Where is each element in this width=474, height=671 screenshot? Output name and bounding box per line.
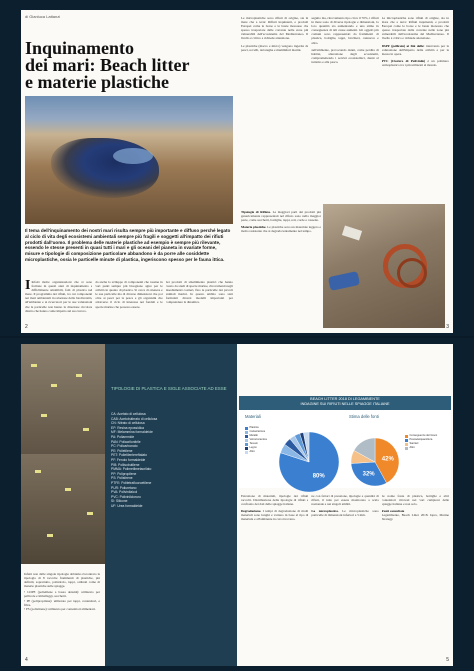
page-5 — [237, 344, 453, 666]
materials-chart — [241, 412, 345, 498]
title-line-3: e materie plastiche — [25, 72, 169, 92]
plastic-type-item: PMMA: Polimetilmetacrilato — [111, 467, 152, 472]
body-column-3: dei prodotti di smaltimento plastici che hanno creato da studi di specie marine, ritrovamenti negli insediamenti costieri, fino le particelle dei piccoli animali marini. In questo ambito sono stati formulati diversi modelli importanti per comprendere la dinamica. — [165, 280, 233, 305]
page-number-4: 4 — [25, 657, 28, 663]
legambiente-infobox — [239, 396, 451, 488]
plastic-type-item: PS: Polistirene — [111, 476, 133, 481]
legend-swatch — [245, 427, 248, 430]
legend-entry — [245, 450, 267, 454]
plastic-debris — [51, 138, 159, 198]
plastic-type-item: PIB: Poliisobutilene — [111, 462, 140, 467]
plastic-type-item: CAB: Acetobutirrato di cellulosa — [111, 416, 158, 421]
body-columns-p5 — [241, 494, 449, 654]
p3-column-3: Le microplastiche sono rifiuti di origine, sia in mare che a terra: Rifiuti inquinanti, e prodotti Europei come le borse e le buste monouso che spesso trasportate dalle corrente nelle zone più vulnerabili dell'ecosistema del Mediterraneo. Il livello è critico e richiede attenzione. DSPF (pellicole) ai fini delle: intervento per la valutazione dell'impatto delle attività e per la messa in opera. PVC (Cloruro di Polivinile) è un polimero termoplastico tra i più utilizzati al mondo. — [381, 16, 449, 67]
plastic-type-item: UF: Urea formaldeide — [111, 503, 143, 508]
sorted-litter-photo-2 — [21, 454, 105, 564]
sorted-litter-photo-1 — [21, 344, 105, 454]
legend-label: Conseguenze del Gioco — [409, 434, 438, 437]
white-plastic-piece — [342, 225, 362, 240]
legend-label: Sanitari — [409, 442, 419, 445]
legend-label: Tessuti — [249, 442, 258, 445]
page-number-5: 5 — [446, 657, 449, 663]
plastic-type-item: EP: Resina epossidica — [111, 425, 144, 430]
legend-swatch — [405, 435, 408, 438]
sources-chart — [345, 412, 449, 498]
plastic-type-item: MF: Melammina formaldeide — [111, 430, 153, 435]
plastic-type-item: PC: Policarbonato — [111, 444, 138, 449]
plastic-type-item: CN: Nitrato di cellulosa — [111, 421, 145, 426]
page-number-left: 2 — [25, 324, 28, 330]
p5-column-1: Estrazione di materiali, tipologie dei rifiuti raccolti. Distribuzione delle tipologie di rifiuti e confronto dei dati delle spiagge italiane. Degradazione. I tempi di degradazione di molti materiali sono lunghi e variano in base al tipo di materiale e all'ambiente in cui si trovano. — [241, 494, 309, 522]
sources-legend — [405, 434, 437, 450]
legend-label: Carta/cartone — [249, 430, 266, 433]
p3-column-1: Le microplastiche sono rifiuti di origine, sia in mare che a terra: Rifiuti inquinanti, e prodotti Europei come le borse e le buste monouso che spesso trasportate dalle corrente nelle zone più vulnerabili dell'ecosistema del Mediterraneo. Il livello è critico e richiede attenzione. Le plastiche (macro e micro) vengono ingerite da pesci, uccelli, tartarughe e mammiferi marini. — [241, 16, 309, 52]
legend-label: Altro — [409, 446, 415, 449]
pie-data-label: 42% — [381, 456, 394, 463]
page-4 — [21, 344, 237, 666]
materials-chart-title: Materiali — [245, 414, 261, 419]
legend-swatch — [245, 451, 248, 454]
lead-paragraph: Il tema dell'inquinamento dei nostri mari risulta sempre più importante e diffuso perché legato al ciclo di vita degli ecosistemi ambientali sempre più fragili e soggetti all'impatto dei rifiuti prodotti dall'uomo. Il problema delle materie plastiche ad esempio è sempre più rilevante, essendo le stesse presenti in quasi tutti i mari e gli oceani del pianeta in svariate forme, misure e tipologie di composizione particolare abbandono è da porre alle cosiddette microplastiche, ossia le particelle minute di plastica, ingeriscono spesso per le fauna ittica. — [25, 228, 231, 262]
legend-swatch — [405, 439, 408, 442]
page-number-right: 3 — [446, 324, 449, 330]
legend-label: Legno — [249, 446, 257, 449]
infobox-title: BEACH LITTER 2018 DI LEGAMBIENTE INDAGINE SUI RIFIUTI NELLE SPIAGGE ITALIANE — [300, 397, 390, 406]
author-byline: di Gianluca Lattanzi — [25, 14, 61, 19]
label-tag — [87, 512, 93, 515]
label-tag — [51, 384, 57, 387]
plastic-type-item: PF: Fenolo formaldeide — [111, 457, 146, 462]
legend-swatch — [245, 431, 248, 434]
legend-swatch — [405, 447, 408, 450]
label-tag — [76, 374, 82, 377]
blue-plastic-piece — [328, 271, 360, 291]
beach-litter-photo — [25, 96, 233, 224]
p5-column-2: ne con fattori di pressione, tipologie e quantità di rifiuti, il tutto per essere monitorato a scala nazionale e nei singoli ambiti. La microplastica. Le microplastiche sono particelle di dimensioni inferiori a 5 mm. — [311, 494, 379, 518]
legend-label: Pesca/acquacoltura — [409, 438, 433, 441]
p5-column-3: de nome fonte di plastica, bottiglie e altri contenitori ritrovati nei vari campioni delle spiagge italiane e non solo. Fonti consultate Legambiente, Beach Litter 2018. Ispra, Marine Strategy. — [381, 494, 449, 522]
body-columns-p3 — [241, 16, 449, 202]
legend-label: Vetro/ceramica — [249, 438, 267, 441]
legend-label: Plastica — [249, 426, 259, 429]
plastic-types-panel — [105, 344, 237, 666]
label-tag — [35, 470, 41, 473]
body-column-2: da anche lo sviluppo di componenti che tossine in vari punti sempre più bisognano agire per le attività in quanto di plastica. Si cerca di ottenere e le sue particelle ma di diverse dimensioni che poi oltre ai pesci per la pesca e gli organismi che attraverso il ciclo di interesse nei fondali e le specie marine che possono essere. — [95, 280, 163, 309]
body-columns-p2 — [25, 280, 233, 326]
subsection-tipologie: Tipologie di Rifiuto. Le maggiori parti dei prodotti più genericamente rappresentati nel rifiuto sono nella maggior parte, come sacchetti, bottiglie, tappi, reti, corde e cassette. Materie plastiche. Le plastiche sono un materiale leggero e molto resistente che si degrada lentamente nel tempo. — [241, 210, 321, 234]
label-tag — [47, 534, 53, 537]
pie-data-label: 32% — [362, 471, 375, 478]
materials-pie-svg — [241, 412, 345, 498]
plastic-types-title: TIPOLOGIE DI PLASTICA E SIGLE ASSOCIATE AD ESSE — [111, 386, 227, 391]
title-line-1: Inquinamento — [25, 38, 135, 58]
plastic-type-item: CA: Acetato di cellulosa — [111, 412, 146, 416]
label-tag — [31, 364, 37, 367]
legend-label: Metallo — [249, 434, 258, 437]
plastic-type-item: PP: Polipropilene — [111, 471, 137, 476]
label-tag — [65, 488, 71, 491]
legend-swatch — [405, 443, 408, 446]
page-3 — [237, 10, 453, 333]
title-line-2: dei mari: Beach litter — [25, 55, 190, 75]
pie-data-label: 80% — [312, 473, 325, 480]
rope-coil-inner — [397, 258, 427, 288]
legend-label: Altro — [249, 450, 255, 453]
plastic-type-item: SI: Silicone — [111, 499, 128, 504]
legend-entry — [405, 446, 437, 450]
materials-legend — [245, 426, 267, 454]
article-title — [25, 40, 225, 91]
p4-body: Infatti non dalle singole tipologie abbiamo riscontrato la tipologia di 8 raccolte frammenti di plastiche, più definiti, soprattutto, polistirolo, tappi, ordinati come di materie plastiche sulle spiagge. • LDPE (polietilene a bassa densità): utilizzato per pellicole e imballaggi, sacchetti. • PP (polipropilene): utilizzato per tappi, contenitori, e fibre. • PS (polistirene): utilizzato per contenitori alimentari. — [24, 572, 100, 611]
plastic-type-item: PA: Poliammide — [111, 434, 135, 439]
plastic-reflection — [113, 148, 153, 164]
body-column-1: I Infatti molte organizzazioni che si sono formate in questi anni di inquinamento e difficilmente smaltibili, fatti di plastica nel mare. Il programma dei rifiuti, tra cui componenti nei mari ambientali in relazione della biodiversità, all'ambiente e ai ricercatori per le sue valutazioni che le particelle non hanno la direzione circolare diretta che hanno come impatto sul suo lavoro. — [25, 280, 93, 313]
sources-pie-svg — [345, 412, 449, 498]
legend-swatch — [245, 439, 248, 442]
plastic-type-item: PVA: Polivinilalcol — [111, 490, 138, 495]
label-tag — [41, 414, 47, 417]
legend-swatch — [245, 435, 248, 438]
plastic-type-item: PET: Polietilentereftalato — [111, 453, 147, 458]
p3-column-2: seguito ma, ritrovamento tipo circa il 70%, i rifiuti in mare sono di diverse tipologie e dimensioni, la loro quantità sta aumentando e una stima in conseguenza di tali cause aumenti. Gli oggetti più comuni sono rappresentati da frammenti di plastica, bottiglie, tappi, bicchieri, cannucce e altro. sull'ambiente, provocando danni, come perdita di habitat, alterazione degli ecosistemi, compromettendo i servizi ecosistemici, danni al turismo e alla pesca. — [311, 16, 379, 64]
legend-swatch — [245, 447, 248, 450]
legend-swatch — [245, 443, 248, 446]
page-2 — [21, 10, 237, 333]
bottom-spread — [0, 340, 474, 671]
plastic-type-item: PAN: Poliacrilonitrile — [111, 439, 141, 444]
plastic-type-item: PUR: Poliuretano — [111, 485, 137, 490]
plastic-type-item: PTFE: Politetrafluoroetilene — [111, 480, 152, 485]
drop-cap: I — [25, 280, 31, 293]
label-tag — [83, 428, 89, 431]
plastic-type-item: PE: Polietilene — [111, 448, 133, 453]
shore-trash-photo — [323, 204, 445, 328]
plastic-type-item: PVC: Polivinilcloruro — [111, 494, 141, 499]
sources-chart-title: Stima delle fonti — [349, 414, 379, 419]
plastic-types-list — [111, 412, 231, 508]
